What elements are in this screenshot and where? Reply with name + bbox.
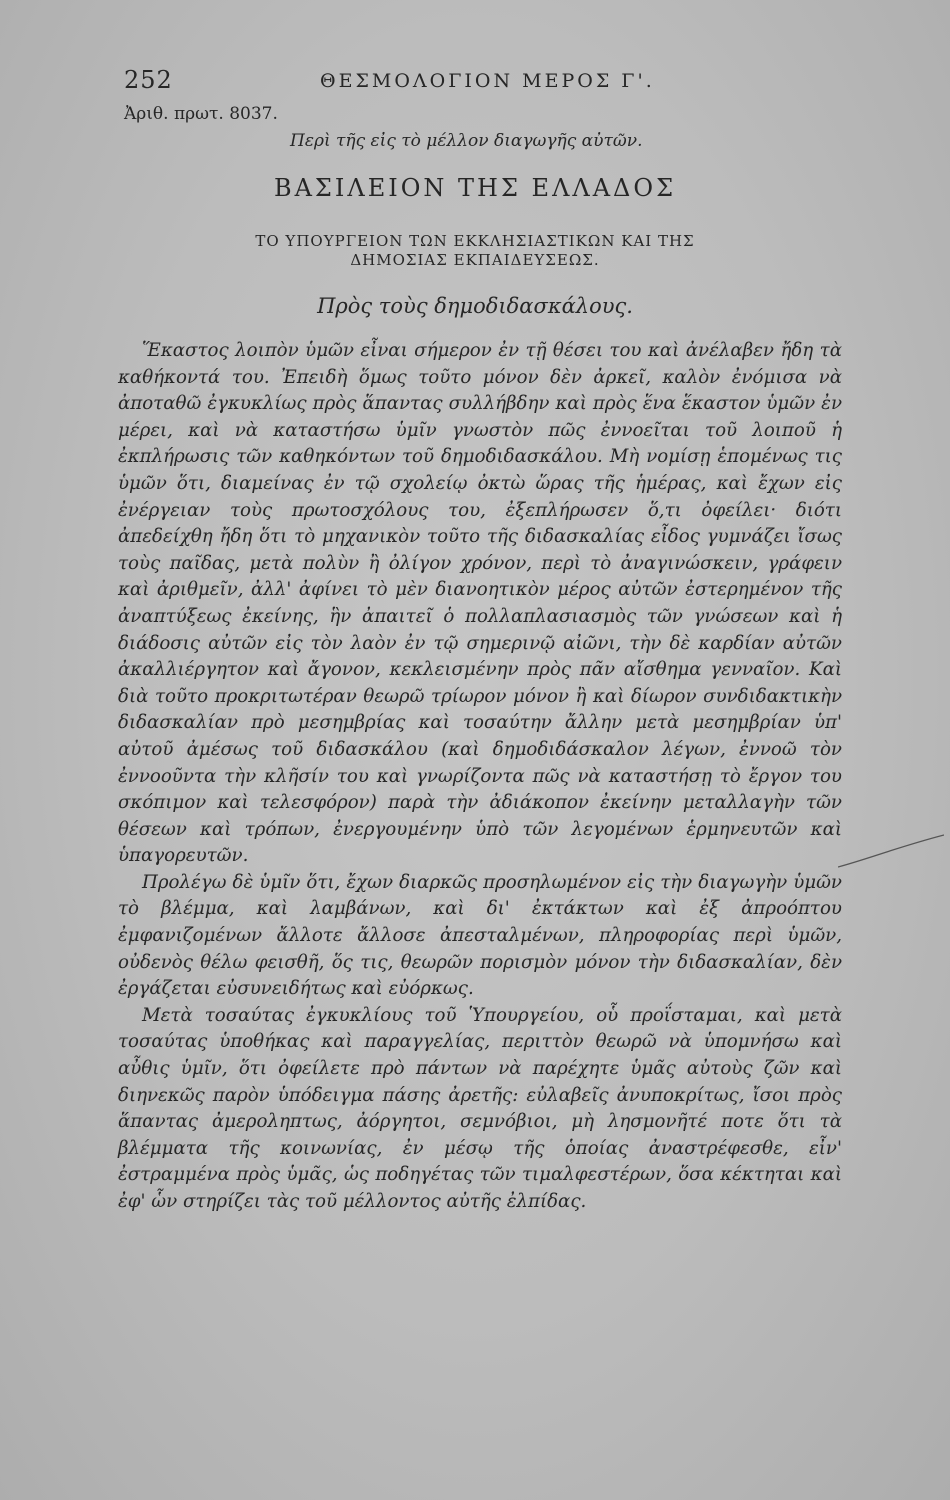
- letter-body: [118, 338, 842, 1216]
- ministry-heading: [0, 232, 950, 270]
- ministry-line-2: ΔΗΜΟΣΙΑΣ ΕΚΠΑΙΔΕΥΣΕΩΣ.: [350, 251, 600, 269]
- paragraph-3: Μετὰ τοσαύτας ἐγκυκλίους τοῦ Ὑπουργείου, οὗ προΐσταμαι, καὶ μετὰ τοσαύτας ὑποθήκας καὶ παραγγελίας, περιττὸν θεωρῶ νὰ ὑπομνήσω καὶ αὖθις ὑμῖν, ὅτι ὀφείλετε πρὸ πάντων νὰ παρέχητε ὑμᾶς αὐτοὺς ζῶν καὶ διηνεκῶς παρὸν ὑπόδειγμα πάσης ἀρετῆς: εὐλαβεῖς ἀνυποκρίτως, ἴσοι πρὸς ἅπαντας ἀμεροληπτως, ἀόργητοι, σεμνόβιοι, μὴ λησμονῆτέ ποτε ὅτι τὰ βλέμματα τῆς κοινωνίας, ἐν μέσῳ τῆς ὁποίας ἀναστρέφεσθε, εἶν' ἐστραμμένα πρὸς ὑμᾶς, ὡς ποδηγέτας τῶν τιμαλφεστέρων, ὅσα κέκτηται καὶ ἐφ' ὧν στηρίζει τὰς τοῦ μέλλοντος αὐτῆς ἐλπίδας.: [118, 1004, 842, 1212]
- ministry-line-1: ΤΟ ΥΠΟΥΡΓΕΙΟΝ ΤΩΝ ΕΚΚΛΗΣΙΑΣΤΙΚΩΝ ΚΑΙ ΤΗΣ: [255, 232, 695, 250]
- addressee-heading: Πρὸς τοὺς δημοδιδασκάλους.: [317, 294, 633, 318]
- protocol-number: Ἀριθ. πρωτ. 8037.: [124, 104, 278, 124]
- paragraph-1: Ἕκαστος λοιπὸν ὑμῶν εἶναι σήμερον ἐν τῇ θέσει του καὶ ἀνέλαβεν ἤδη τὰ καθήκοντά του. Ἐπειδὴ ὅμως τοῦτο μόνον δὲν ἀρκεῖ, καλὸν ἐνόμισα νὰ ἀποταθῶ ἐγκυκλίως πρὸς ἅπαντας συλλήβδην καὶ πρὸς ἕνα ἕκαστον ὑμῶν ἐν μέρει, καὶ νὰ καταστήσω ὑμῖν γνωστὸν πῶς ἐννοεῖται τοῦ λοιποῦ ἡ ἐκπλήρωσις τῶν καθηκόντων τοῦ δημοδιδασκάλου. Μὴ νομίσῃ ἑπομένως τις ὑμῶν ὅτι, διαμείνας ἐν τῷ σχολείῳ ὀκτὼ ὥρας τῆς ἡμέρας, καὶ ἔχων εἰς ἐνέργειαν τοὺς πρωτοσχόλους του, ἐξεπλήρωσεν ὅ,τι ὀφείλει· διότι ἀπεδείχθη ἤδη ὅτι τὸ μηχανικὸν τοῦτο τῆς διδασκαλίας εἶδος γυμνάζει ἴσως τοὺς παῖδας, μετὰ πολὺν ἢ ὀλίγον χρόνον, περὶ τὸ ἀναγινώσκειν, γράφειν καὶ ἀριθμεῖν, ἀλλ' ἀφίνει τὸ μὲν διανοητικὸν μέρος αὐτῶν ἐστερημένον τῆς ἀναπτύξεως ἐκείνης, ἣν ἀπαιτεῖ ὁ πολλαπλασιασμὸς τῶν γνώσεων καὶ ἡ διάδοσις αὐτῶν εἰς τὸν λαὸν ἐν τῷ σημερινῷ αἰῶνι, τὴν δὲ καρδίαν αὐτῶν ἀκαλλιέργητον καὶ ἄγονον, κεκλεισμένην πρὸς πᾶν αἴσθημα γενναῖον. Καὶ διὰ τοῦτο προκριτωτέραν θεωρῶ τρίωρον μόνον ἢ καὶ δίωρον συνδιδακτικὴν διδασκαλίαν πρὸ μεσημβρίας καὶ τοσαύτην ἄλλην μετὰ μεσημβρίαν ὑπ' αὐτοῦ ἀμέσως τοῦ διδασκάλου (καὶ δημοδιδάσκαλον λέγων, ἐννοῶ τὸν ἐννοοῦντα τὴν κλῆσίν του καὶ γνωρίζοντα πῶς νὰ καταστήσῃ τὸ ἔργον του σκόπιμον καὶ τελεσφόρον) παρὰ τὴν ἀδιάκοπον ἐκείνην μεταλλαγὴν τῶν θέσεων καὶ τρόπων, ἐνεργουμένην ὑπὸ τῶν λεγομένων ἑρμηνευτῶν καὶ ὑπαγορευτῶν.: [118, 340, 842, 867]
- paragraph-2: Προλέγω δὲ ὑμῖν ὅτι, ἔχων διαρκῶς προσηλωμένον εἰς τὴν διαγωγὴν ὑμῶν τὸ βλέμμα, καὶ λαμβάνων, καὶ δι' ἐκτάκτων καὶ ἐξ ἀπροόπτου ἐμφανιζομένων ἄλλοτε ἄλλοσε ἀπεσταλμένων, πληροφορίας περὶ ὑμῶν, οὐδενὸς θέλω φεισθῆ, ὅς τις, θεωρῶν πορισμὸν μόνον τὴν διδασκαλίαν, δὲν ἐργάζεται εὐσυνειδήτως καὶ εὐόρκως.: [118, 871, 842, 1000]
- margin-pencil-mark: [838, 833, 944, 873]
- running-head: [120, 66, 840, 96]
- running-title: ΘΕΣΜΟΛΟΓΙΟΝ ΜΕΡΟΣ Γ'.: [320, 70, 655, 92]
- document-subject: Περὶ τῆς εἰς τὸ μέλλον διαγωγῆς αὐτῶν.: [290, 131, 643, 151]
- kingdom-heading: ΒΑΣΙΛΕΙΟΝ ΤΗΣ ΕΛΛΑΔΟΣ: [273, 174, 677, 202]
- page-number: 252: [124, 66, 173, 94]
